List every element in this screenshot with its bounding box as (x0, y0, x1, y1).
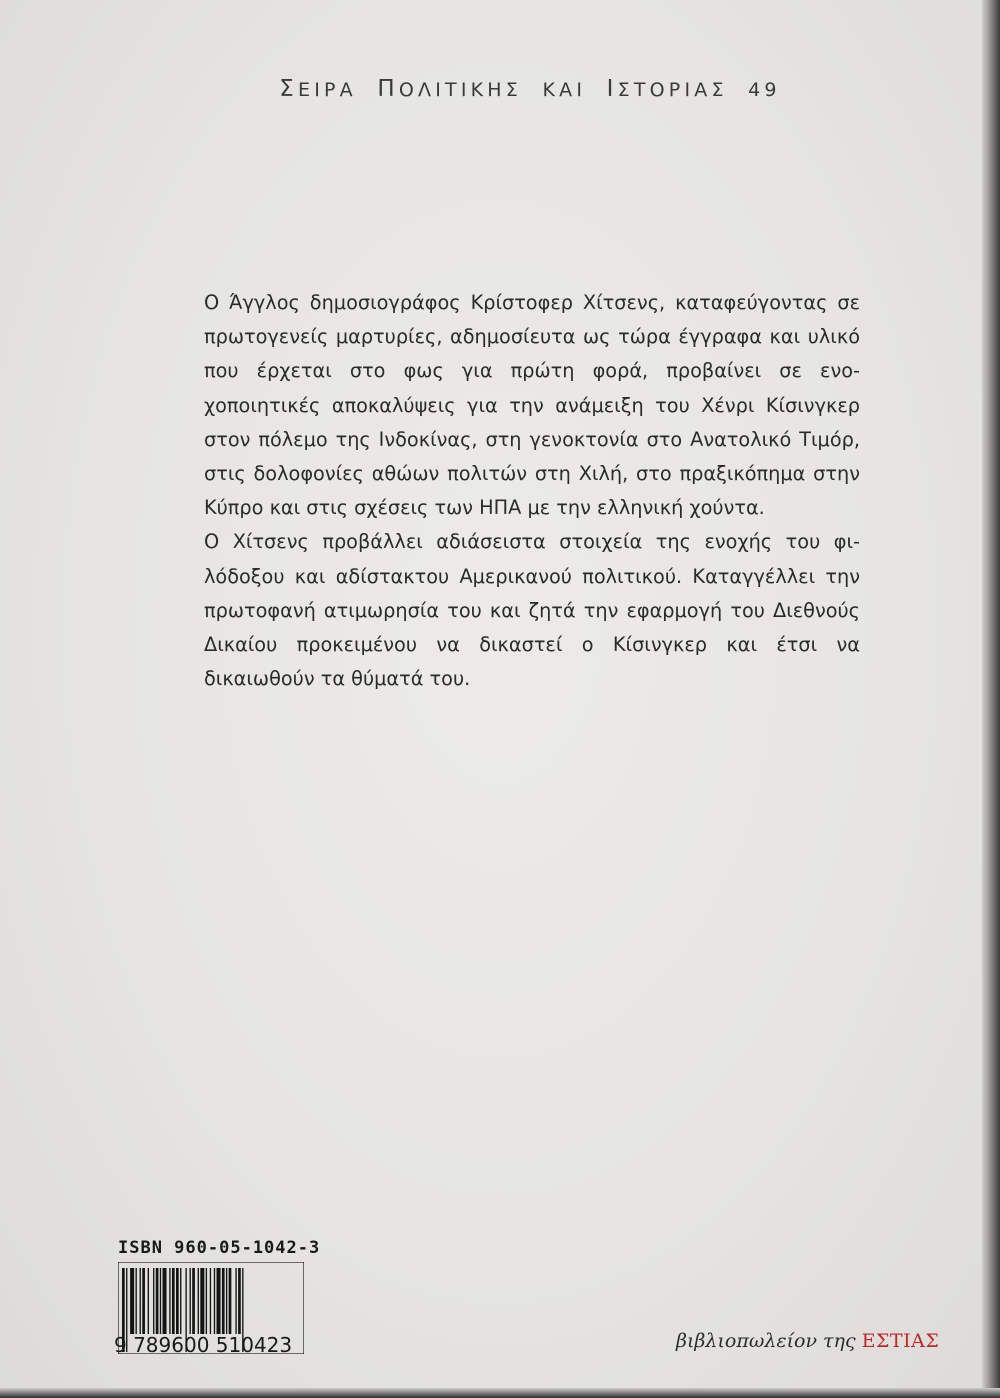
bottom-edge-shadow (0, 1388, 1000, 1398)
barcode-bar (156, 1268, 159, 1334)
series-word4-initial: Ι (606, 76, 618, 102)
barcode-bar (136, 1268, 137, 1334)
page-edge-shadow (982, 0, 1000, 1398)
barcode-bar (222, 1268, 225, 1334)
blurb-text (204, 286, 860, 696)
barcode-bar (217, 1268, 221, 1334)
barcode-bar (206, 1268, 207, 1334)
barcode-bar (148, 1268, 149, 1334)
series-word3: ΚΑΙ (542, 79, 587, 101)
series-number: 49 (748, 79, 781, 101)
series-title (0, 76, 1000, 102)
barcode-bar (214, 1268, 215, 1334)
publisher-prefix: βιβλιοπωλείον της (676, 1330, 862, 1352)
series-word2-initial: Π (377, 76, 399, 102)
series-word1-rest: ΕΙΡΑ (298, 79, 357, 101)
barcode-bar (226, 1268, 227, 1334)
barcode-bar (153, 1268, 154, 1334)
barcode-bar (190, 1268, 191, 1334)
barcode-bar (140, 1268, 141, 1334)
barcode-bar (180, 1268, 181, 1334)
barcode-bar (160, 1268, 161, 1334)
ean-digits: 9 789600 510423 (114, 1333, 293, 1357)
series-word2-rest: ΟΛΙΤΙΚΗΣ (398, 79, 522, 101)
series-word1-initial: Σ (279, 76, 299, 102)
blurb-paragraph: Ο Άγγλος δημοσιογράφος Κρίστοφερ Χίτσενς, καταφεύγοντας σε πρωτογενείς μαρτυρίες, αδημοσίευτα ως τώρα έγγραφα και υλικό που έρχεται στο φως για πρώτη φορά, προβαίνει σε ενοχοποιητικές αποκαλύψεις για την ανάμειξη του Χένρι Κίσινγκερ στον πόλεμο της Ινδοκίνας, στη γενοκτονία στο Ανατολικό Τιμόρ, στις δολοφονίες αθώων πολιτών στη Χιλή, στο πραξικόπημα στην Κύπρο και στις σχέσεις των ΗΠΑ με την ελληνική χούντα. (204, 291, 860, 520)
publisher-brand: ΕΣΤΙΑΣ (861, 1330, 940, 1352)
barcode-bar (198, 1268, 199, 1334)
barcode-bar (130, 1268, 134, 1334)
isbn-label: ISBN 960-05-1042-3 (118, 1238, 321, 1258)
barcode-bar (229, 1268, 232, 1334)
barcode-bar (238, 1268, 241, 1334)
barcode-bar (172, 1268, 175, 1334)
blurb-paragraph: Ο Χίτσενς προβάλλει αδιάσειστα στοιχεία της ενοχής του φιλόδοξου και αδίστακτου Αμερικανού πολιτικού. Καταγγέλλει την πρωτοφανή ατιμωρησία του και ζητά την εφαρμογή του Διεθνούς Δικαίου προκειμένου να δικαστεί ο Κίσινγκερ και έτσι να δικαιωθούν τα θύματά του. (204, 530, 860, 691)
barcode-bar (192, 1268, 195, 1334)
barcode-bar (142, 1268, 145, 1334)
barcode-bar (210, 1268, 211, 1334)
barcode-bar (200, 1268, 204, 1334)
barcode-bar (163, 1268, 167, 1334)
barcode-bar (176, 1268, 179, 1334)
barcode-bar (235, 1268, 236, 1334)
barcode-bar (169, 1268, 170, 1334)
series-word4-rest: ΣΤΟΡΙΑΣ (617, 79, 728, 101)
publisher-name (676, 1330, 939, 1352)
